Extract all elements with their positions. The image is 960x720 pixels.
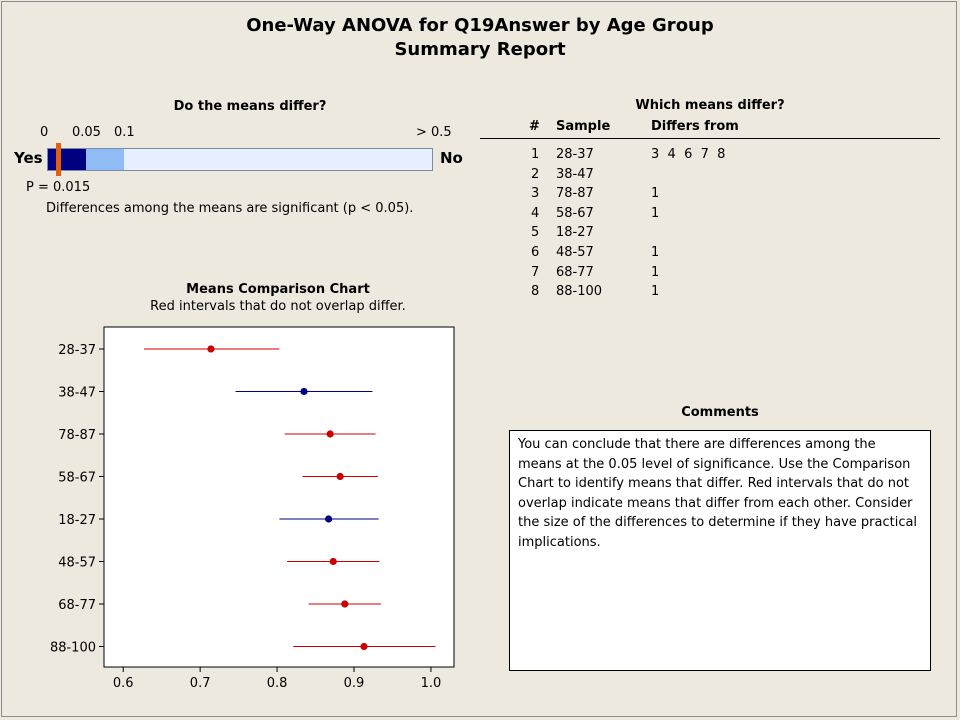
table-row-num: 3	[531, 186, 540, 202]
y-tick-label: 68-77	[58, 598, 96, 613]
which-differ-heading: Which means differ?	[635, 98, 785, 113]
x-tick-label: 1.0	[420, 676, 442, 691]
col-header-sample: Sample	[556, 119, 611, 134]
table-row-sample: 68-77	[556, 264, 594, 280]
table-row-differs: 3 4 6 7 8	[651, 147, 726, 162]
table-row-num: 1	[531, 147, 540, 162]
table-row-num: 6	[531, 245, 540, 260]
table-row-sample: 88-100	[556, 284, 603, 300]
scale-label-01: 0.1	[114, 125, 135, 140]
table-row-num: 2	[531, 166, 540, 182]
scale-label-05: > 0.5	[416, 125, 452, 140]
plot-area	[104, 327, 454, 667]
table-row-differs: 1	[651, 245, 660, 260]
title-line1: One-Way ANOVA for Q19Answer by Age Group	[246, 15, 714, 36]
x-tick-label: 0.9	[343, 676, 365, 691]
table-row-num: 5	[531, 225, 540, 241]
y-tick-label: 88-100	[49, 640, 96, 656]
mean-point	[300, 388, 307, 395]
x-tick-label: 0.7	[189, 676, 211, 691]
x-tick-label: 0.8	[266, 676, 288, 691]
table-row-num: 7	[531, 264, 540, 280]
means-differ-heading: Do the means differ?	[173, 99, 327, 114]
title-line2: Summary Report	[394, 39, 566, 60]
y-tick-label: 28-37	[58, 343, 96, 358]
comments-heading: Comments	[681, 405, 759, 420]
mean-point	[207, 345, 214, 352]
table-row-sample: 78-87	[556, 186, 594, 202]
mean-point	[360, 643, 367, 650]
y-tick-label: 78-87	[58, 428, 96, 443]
table-row-sample: 28-37	[556, 147, 594, 162]
mean-point	[337, 473, 344, 480]
col-header-differs: Differs from	[651, 119, 739, 134]
comments-text: You can conclude that there are differences among the means at the 0.05 level of significance. Use the Comparison Chart to identify means that differ. Red intervals that do not overlap indicate means that differ from each other. Consider the size of the differences to determine if they have practical implications.	[518, 437, 918, 550]
y-tick-label: 38-47	[58, 385, 96, 401]
scale-label-0: 0	[40, 125, 49, 140]
x-tick-label: 0.6	[112, 676, 134, 691]
table-row-differs: 1	[651, 205, 660, 221]
mean-point	[341, 600, 348, 607]
table-row-num: 4	[531, 205, 540, 221]
p-value-label: P = 0.015	[26, 180, 91, 195]
chart-subtitle: Red intervals that do not overlap differ.	[150, 299, 406, 314]
significance-conclusion: Differences among the means are significant (p < 0.05).	[46, 201, 414, 216]
y-tick-label: 18-27	[58, 513, 96, 528]
table-row-differs: 1	[651, 284, 660, 300]
mean-point	[327, 430, 334, 437]
table-row-differs: 1	[651, 186, 660, 202]
mean-point	[330, 558, 337, 565]
yes-label: Yes	[14, 149, 43, 167]
table-row-sample: 18-27	[556, 225, 594, 241]
mean-point	[325, 515, 332, 522]
table-row-num: 8	[531, 284, 540, 300]
col-header-num: #	[529, 119, 540, 134]
y-tick-label: 48-57	[58, 555, 96, 571]
table-row-sample: 48-57	[556, 245, 594, 260]
table-row-differs: 1	[651, 264, 660, 280]
table-row-sample: 58-67	[556, 205, 594, 221]
y-tick-label: 58-67	[58, 470, 96, 486]
chart-title: Means Comparison Chart	[186, 282, 370, 297]
scale-label-005: 0.05	[72, 125, 101, 140]
no-label: No	[440, 149, 463, 167]
table-row-sample: 38-47	[556, 166, 594, 182]
comments-box	[509, 430, 931, 671]
